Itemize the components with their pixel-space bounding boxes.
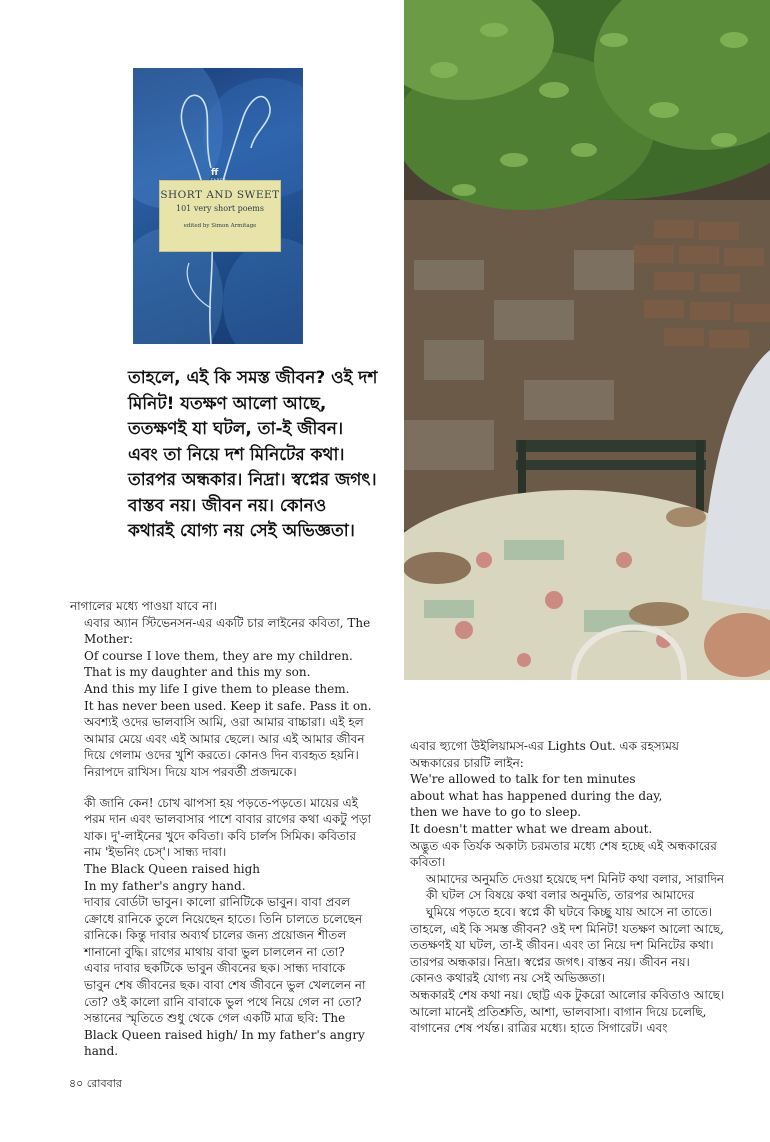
paragraph: নাগালের মধ্যে পাওয়া যাবে না। <box>70 599 218 613</box>
translation: আমাদের অনুমতি দেওয়া হয়েছে দশ মিনিট কথা বলার, সারাদিন কী ঘটল সে বিষয়ে কথা বলার অনুমতি, তারপর আমাদের ঘুমিয়ে পড়তে হবে। স্বপ্নে কী ঘটবে কিচ্ছু যায় আসে না তাতে। <box>426 871 725 919</box>
poem-line: It doesn't matter what we dream about. <box>410 821 653 836</box>
book-cover <box>133 68 303 344</box>
poem-line: then we have to go to sleep. <box>410 805 582 820</box>
poem-line: That is my daughter and this my son. <box>84 665 311 680</box>
paragraph: তাহলে, এই কি সমস্ত জীবন? ওই দশ মিনিট! যতক্ষণ আলো আছে, ততক্ষণই যা ঘটল, তা-ই জীবন। এবং তা নিয়ে দশ মিনিটের কথা। তারপর অন্ধকার। নিদ্রা। স্বপ্নের জগৎ। বাস্তব নয়। জীবন নয়। কোনও কথারই যোগ্য নয় সেই অভিজ্ঞতা। <box>410 921 724 986</box>
cover-title-plate <box>159 180 281 252</box>
poem-line: The Black Queen raised high <box>84 861 261 876</box>
publisher-logo: ff FABER <box>211 168 227 183</box>
poem-line: In my father's angry hand. <box>84 878 246 893</box>
paragraph: অন্ধকারই শেষ কথা নয়। ছোট্ট এক টুকরো আলোর কবিতাও আছে। আলো মানেই প্রতিশ্রুতি, আশা, ভালবাসা। বাগান দিয়ে চলেছি, বাগানের শেষ পর্যন্ত। রাত্রির মধ্যে। হাতে সিগারেট। এবং <box>410 987 725 1036</box>
cover-editor: edited by Simon Armitage <box>183 223 257 229</box>
paragraph: দাবার বোর্ডটা ভাবুন। কালো রানিটিকে ভাবুন। বাবা প্রবল ক্রোধে রানিকে তুলে নিয়েছেন হাতে। তিনি চালতে চলেছেন রানিকে। কিন্তু দাবার অব্যর্থ চালের জন্য প্রয়োজন শীতল শানানো বুদ্ধি। রাগের মাথায় বাবা ভুল চাললেন না তো? এবার দাবার ছকটিকে ভাবুন জীবনের ছক। সান্ধ্য দাবাকে ভাবুন শেষ জীবনের ছক। বাবা শেষ জীবনে ভুল খেললেন না তো? ওই কালো রানি বাবাকে ভুল পথে নিয়ে গেল না তো? সন্তানের স্মৃতিতে শুধু থেকে গেল একটি মাত্র ছবি: The Black Queen raised high/ In my father's angry hand. <box>84 895 366 1059</box>
pull-quote: তাহলে, এই কি সমস্ত জীবন? ওই দশ মিনিট! যতক্ষণ আলো আছে, ততক্ষণই যা ঘটল, তা-ই জীবন। এবং তা নিয়ে দশ মিনিটের কথা। তারপর অন্ধকার। নিদ্রা। স্বপ্নের জগৎ। বাস্তব নয়। জীবন নয়। কোনও কথারই যোগ্য নয় সেই অভিজ্ঞতা। <box>128 368 378 541</box>
paragraph: অদ্ভুত এক তির্যক অকাট্য চরমতার মধ্যে শেষ হচ্ছে এই অন্ধকারের কবিতা। <box>410 838 717 870</box>
poem-line: And this my life I give them to please them. <box>84 681 350 696</box>
page-footer: ৪০ রোববার <box>69 1077 122 1090</box>
cover-subtitle: 101 very short poems <box>176 204 264 213</box>
paragraph: এবার হ্যুগো উইলিয়ামস-এর Lights Out. এক রহস্যময় অন্ধকারের চারটি লাইন: <box>410 739 679 770</box>
left-column <box>70 598 372 1060</box>
paragraph: এবার অ্যান স্টিভেনসন-এর একটি চার লাইনের কবিতা, The Mother: <box>84 615 371 647</box>
paragraph: কী জানি কেন! চোখ ঝাপসা হয় পড়তে-পড়তে। মায়ের এই পরম দান এবং ভালবাসার পাশে বাবার রাগের কথা একটু পড়া যাক। দু'-লাইনের খুদে কবিতা। কবি চার্লস সিমিক। কবিতার নাম 'ইভনিং চেস্'। সান্ধ্য দাবা। <box>84 795 371 860</box>
cover-title: SHORT AND SWEET <box>160 189 280 201</box>
right-column <box>396 738 726 1037</box>
poem-line: Of course I love them, they are my children. <box>84 648 353 663</box>
translation: অবশ্যই ওদের ভালবাসি আমি, ওরা আমার বাচ্চারা। এই হল আমার মেয়ে এবং এই আমার ছেলে। আর এই আমার জীবন দিয়ে গেলাম ওদের খুশি করতে। কোনও দিন ব্যবহৃত হয়নি। নিরাপদে রাখিস। দিয়ে যাস পরবর্তী প্রজন্মকে। <box>84 715 365 779</box>
garden-photo <box>404 0 770 680</box>
poem-line: about what has happened during the day, <box>410 788 663 803</box>
poem-line: It has never been used. Keep it safe. Pass it on. <box>84 698 372 713</box>
poem-line: We're allowed to talk for ten minutes <box>410 772 636 787</box>
